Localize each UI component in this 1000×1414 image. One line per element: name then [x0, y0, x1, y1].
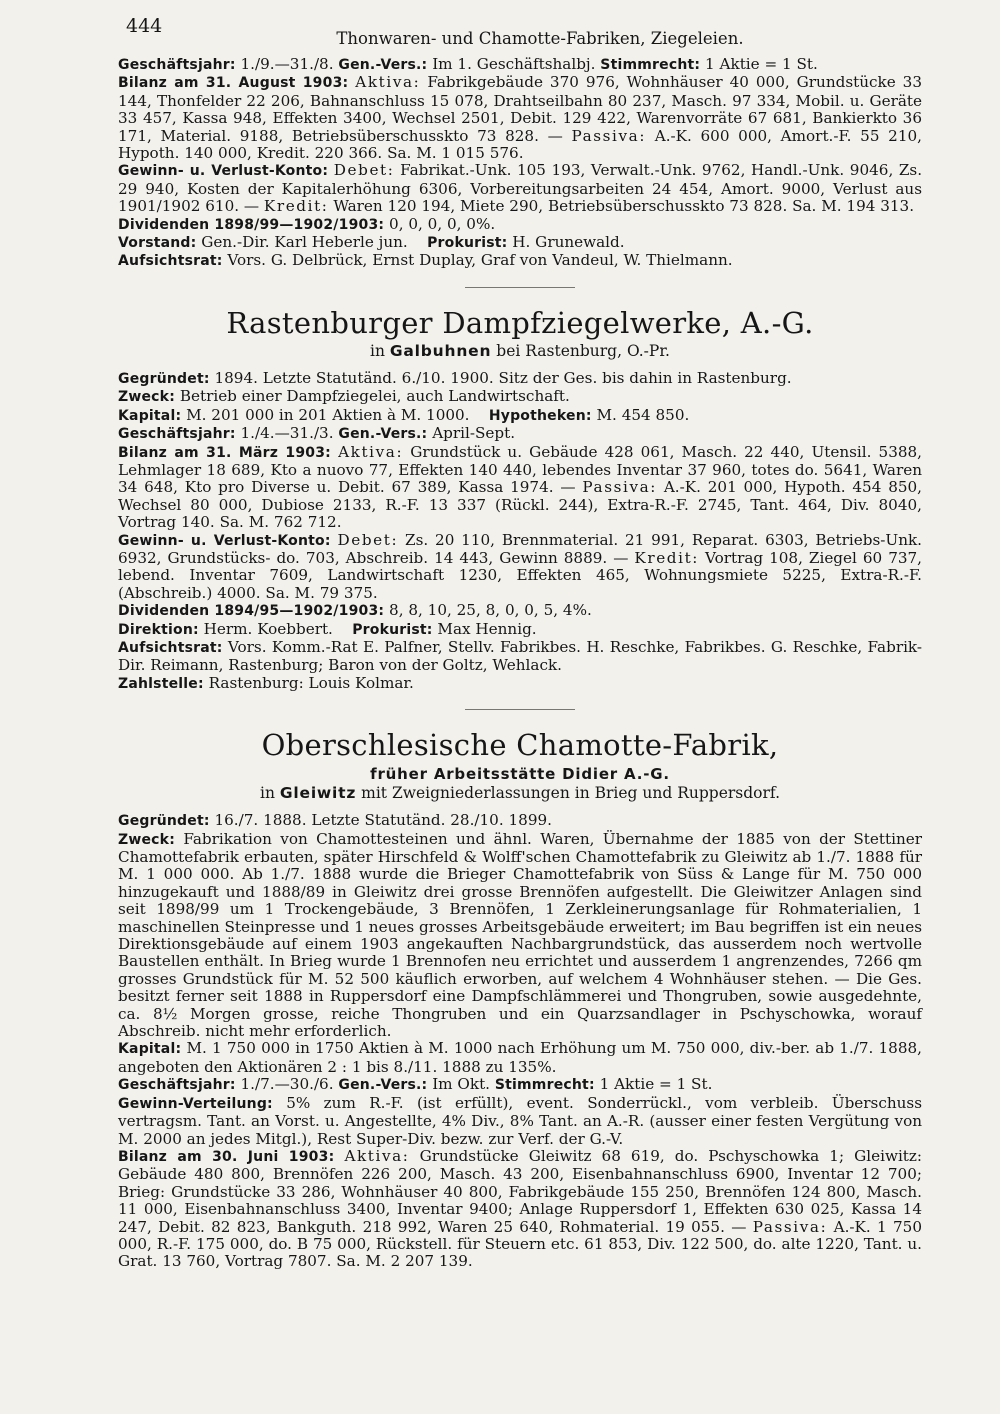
- fiscal-info-line: Geschäftsjahr: 1./4.—31./3. Gen.-Vers.: April-Sept.: [118, 424, 516, 443]
- section-divider: [465, 709, 575, 710]
- section-divider: [465, 287, 575, 288]
- section-previous-company: [118, 56, 922, 271]
- supervisory-board-line: Aufsichtsrat: Vors. G. Delbrück, Ernst Duplay, Graf von Vandeul, W. Thielmann.: [118, 251, 733, 270]
- profit-distribution-paragraph: Gewinn-Verteilung: 5% zum R.-F. (ist erfüllt), event. Sonderrückl., vom verbleib. Überschuss vertragsm. Tant. an Vorst. u. Angestellte, 4% Div., 8% Tant. an A.-R. (ausser einer festen Vergütung von M. 2000 an jedes Mitgl.), Rest Super-Div. bezw. zur Verf. der G.-V.: [118, 1093, 922, 1148]
- board-line: Vorstand: Gen.-Dir. Karl Heberle jun. Prokurist: H. Grunewald.: [118, 233, 625, 252]
- purpose-paragraph: Zweck: Fabrikation von Chamottesteinen und ähnl. Waren, Übernahme der 1885 von der Stettiner Chamottefabrik erbauten, später Hirschfeld & Wolff'schen Chamottefabrik zu Gleiwitz ab 1./7. 1888 für M. 1 000 000. Ab 1./7. 1888 wurde die Brieger Chamottefabrik von Süss & Lange für M. 750 000 hinzugekauft und 1888/89 in Gleiwitz drei grosse Brennöfen aufgestellt. Die Gleiwitzer Anlagen sind seit 1898/99 um 1 Trockengebäude, 3 Brennöfen, 1 Zerkleinerungsanlage für Rohmaterialien, 1 maschinellen Steinpresse und 1 neues grosses Arbeitsgebäude erweitert; im Bau begriffen ist ein neues Direktionsgebäude auf einem 1903 angekauften Nachbargrundstück, das ausserdem noch wertvolle Baustellen enthält. In Brieg wurde 1 Brennofen neu errichtet und ausserdem 1 angrenzendes, 7266 qm grosses Grundstück für M. 52 500 käuflich erworben, auf welchem 4 Wohnhäuser stehen. — Die Ges. besitzt ferner seit 1888 in Ruppersdorf eine Dampfschlämmerei und Thongruben, sowie ausgedehnte, ca. 8½ Morgen grosse, reiche Thongruben und ein Quarzsandlager in Pschyschowka, worauf Abschreib. nicht mehr erforderlich.: [118, 829, 922, 1041]
- running-head: Thonwaren- und Chamotte-Fabriken, Ziegeleien.: [336, 29, 744, 48]
- balance-sheet-paragraph: Bilanz am 30. Juni 1903: Aktiva: Grundstücke Gleiwitz 68 619, do. Pschyschowka 1; Gleiwitz: Gebäude 480 800, Brennöfen 226 200, Masch. 43 200, Eisenbahnanschluss 6900, Inventar 12 700; Brieg: Grundstücke 33 286, Wohnhäuser 40 800, Fabrikgebäude 155 250, Brennöfen 124 800, Masch. 11 000, Eisenbahnanschluss 3400, Inventar 9400; Anlage Ruppersdorf 1, Effekten 630 025, Kassa 14 247, Debit. 82 823, Bankguth. 218 992, Waren 25 640, Rohmaterial. 19 055. — Passiva: A.-K. 1 750 000, R.-F. 175 000, do. B 75 000, Rückstell. für Steuern etc. 61 853, Div. 122 500, do. alte 1220, Tant. u. Grat. 13 760, Vortrag 7807. Sa. M. 2 207 139.: [118, 1146, 923, 1271]
- profit-loss-paragraph: Gewinn- u. Verlust-Konto: Debet: Fabrikat.-Unk. 105 193, Verwalt.-Unk. 9762, Handl.-Unk. 9046, Zs. 29 940, Kosten der Kapitalerhöhung 6306, Vorbereitungsarbeiten 24 454, Amort. 9000, Verlust aus 1901/1902 610. — Kredit: Waren 120 194, Miete 290, Betriebsüberschusskto 73 828. Sa. M. 194 313.: [118, 161, 923, 216]
- company-title: Oberschlesische Chamotte-Fabrik,: [261, 728, 779, 763]
- section-oberschlesische: [118, 728, 922, 1271]
- page-number: 444: [126, 15, 163, 37]
- supervisory-board-line: Aufsichtsrat: Vors. Komm.-Rat E. Palfner, Stellv. Fabrikbes. H. Reschke, Fabrikbes. G. Reschke, Fabrik-Dir. Reimann, Rastenburg; Baron von der Goltz, Wehlack.: [118, 637, 922, 675]
- fiscal-info-line: Geschäftsjahr: 1./7.—30./6. Gen.-Vers.: Im Okt. Stimmrecht: 1 Aktie = 1 St.: [118, 1075, 713, 1094]
- capital-paragraph: Kapital: M. 1 750 000 in 1750 Aktien à M. 1000 nach Erhöhung um M. 750 000, div.-ber. ab 1./7. 1888, angeboten den Aktionären 2 : 1 bis 8./11. 1888 zu 135%.: [118, 1039, 922, 1076]
- balance-sheet-paragraph: Bilanz am 31. März 1903: Aktiva: Grundstück u. Gebäude 428 061, Masch. 22 440, Utensil. 5388, Lehmlager 18 689, Kto a nuovo 77, Effekten 140 440, lebendes Inventar 37 960, totes do. 5641, Waren 34 648, Kto pro Diverse u. Debit. 67 389, Kassa 1974. — Passiva: A.-K. 201 000, Hypoth. 454 850, Wechsel 80 000, Dubiose 2133, R.-F. 13 337 (Rückl. 244), Extra-R.-F. 2745, Tant. 464, Div. 8040, Vortrag 140. Sa. M. 762 712.: [118, 442, 923, 532]
- company-location: in Galbuhnen bei Rastenburg, O.-Pr.: [370, 341, 670, 360]
- purpose-line: Zweck: Betrieb einer Dampfziegelei, auch Landwirtschaft.: [118, 387, 570, 406]
- paying-agent-line: Zahlstelle: Rastenburg: Louis Kolmar.: [118, 673, 414, 692]
- company-title: Rastenburger Dampfziegelwerke, A.-G.: [226, 305, 814, 340]
- founded-line: Gegründet: 1894. Letzte Statutänd. 6./10. 1900. Sitz der Ges. bis dahin in Rastenburg.: [118, 368, 792, 387]
- capital-line: Kapital: M. 201 000 in 201 Aktien à M. 1000. Hypotheken: M. 454 850.: [118, 405, 690, 424]
- profit-loss-paragraph: Gewinn- u. Verlust-Konto: Debet: Zs. 20 110, Brennmaterial. 21 991, Reparat. 6303, Betriebs-Unk. 6932, Grundstücks- do. 703, Abschreib. 14 443, Gewinn 8889. — Kredit: Vortrag 108, Ziegel 60 737, lebend. Inventar 7609, Landwirtschaft 1230, Effekten 465, Wohnungsmiete 5225, Extra-R.-F. (Abschreib.) 4000. Sa. M. 79 375.: [118, 530, 923, 602]
- dividends-line: Dividenden 1894/95—1902/1903: 8, 8, 10, 25, 8, 0, 0, 5, 4%.: [118, 601, 592, 620]
- company-former-name: früher Arbeitsstätte Didier A.-G.: [370, 765, 670, 784]
- balance-sheet-paragraph: Bilanz am 31. August 1903: Aktiva: Fabrikgebäude 370 976, Wohnhäuser 40 000, Grundstücke 33 144, Thonfelder 22 206, Bahnanschluss 15 078, Drahtseilbahn 80 237, Masch. 97 334, Mobil. u. Geräte 33 457, Kassa 948, Effekten 3400, Wechsel 2501, Debit. 129 422, Warenvorräte 67 681, Bankierkto 36 171, Material. 9188, Betriebsüberschusskto 73 828. — Passiva: A.-K. 600 000, Amort.-F. 55 210, Hypoth. 140 000, Kredit. 220 366. Sa. M. 1 015 576.: [118, 73, 923, 163]
- founded-line: Gegründet: 16./7. 1888. Letzte Statutänd. 28./10. 1899.: [118, 811, 552, 830]
- dividends-line: Dividenden 1898/99—1902/1903: 0, 0, 0, 0, 0%.: [118, 214, 496, 233]
- management-line: Direktion: Herm. Koebbert. Prokurist: Max Hennig.: [118, 619, 537, 638]
- fiscal-info-line: Geschäftsjahr: 1./9.—31./8. Gen.-Vers.: Im 1. Geschäftshalbj. Stimmrecht: 1 Aktie = 1 St.: [118, 55, 818, 73]
- company-location: in Gleiwitz mit Zweigniederlassungen in Brieg und Ruppersdorf.: [259, 784, 781, 803]
- section-rastenburger: [118, 306, 922, 693]
